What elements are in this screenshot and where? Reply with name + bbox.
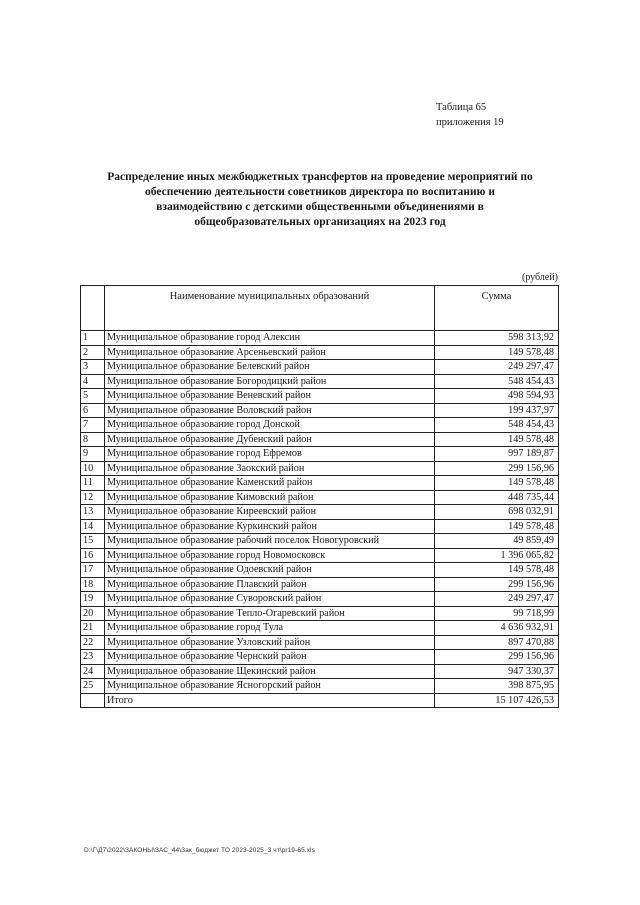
- amount: 149 578,48: [435, 432, 559, 447]
- municipality-name: Муниципальное образование Белевский район: [105, 360, 435, 375]
- amount: 299 156,96: [435, 461, 559, 476]
- table-row: [81, 490, 559, 505]
- municipality-name: Муниципальное образование Каменский район: [105, 476, 435, 491]
- row-number: 13: [81, 505, 105, 520]
- municipality-name: Муниципальное образование Одоевский район: [105, 563, 435, 578]
- table-row: [81, 679, 559, 694]
- distribution-table: [80, 285, 559, 708]
- row-number: 4: [81, 374, 105, 389]
- table-row: [81, 563, 559, 578]
- municipality-name: Муниципальное образование Узловский район: [105, 635, 435, 650]
- total-label: Итого: [105, 693, 435, 708]
- currency-unit: (рублей): [521, 272, 558, 283]
- row-number: 1: [81, 331, 105, 346]
- amount: 249 297,47: [435, 360, 559, 375]
- municipality-name: Муниципальное образование город Донской: [105, 418, 435, 433]
- municipality-name: Муниципальное образование Арсеньевский район: [105, 345, 435, 360]
- table-row: [81, 664, 559, 679]
- municipality-name: Муниципальное образование Ясногорский район: [105, 679, 435, 694]
- amount: 49 859,49: [435, 534, 559, 549]
- row-number: 3: [81, 360, 105, 375]
- table-row: [81, 635, 559, 650]
- municipality-name: Муниципальное образование Киреевский район: [105, 505, 435, 520]
- table-row: [81, 577, 559, 592]
- row-number: 7: [81, 418, 105, 433]
- table-row: [81, 360, 559, 375]
- amount: 897 470,88: [435, 635, 559, 650]
- table-row: [81, 389, 559, 404]
- municipality-name: Муниципальное образование Богородицкий район: [105, 374, 435, 389]
- row-number: 17: [81, 563, 105, 578]
- table-row: [81, 432, 559, 447]
- table-header-row: [81, 286, 559, 331]
- file-path-footer: D:\Г\Д7\2022\ЗАКОНЫ\ЗАС_44\Зак_бюджет ТО 2023-2025_3 чт\pr19-65.xls: [84, 847, 315, 854]
- table-row: [81, 650, 559, 665]
- row-number: 20: [81, 606, 105, 621]
- amount: 448 735,44: [435, 490, 559, 505]
- row-number: 12: [81, 490, 105, 505]
- amount: 997 189,87: [435, 447, 559, 462]
- table-row: [81, 592, 559, 607]
- municipality-name: Муниципальное образование Чернский район: [105, 650, 435, 665]
- amount: 4 636 932,91: [435, 621, 559, 636]
- row-number: 23: [81, 650, 105, 665]
- row-number: 8: [81, 432, 105, 447]
- municipality-name: Муниципальное образование Куркинский район: [105, 519, 435, 534]
- table-row: [81, 447, 559, 462]
- row-number: 10: [81, 461, 105, 476]
- row-number: 21: [81, 621, 105, 636]
- row-number: 2: [81, 345, 105, 360]
- appendix-reference: [436, 100, 504, 130]
- municipality-name: Муниципальное образование Суворовский район: [105, 592, 435, 607]
- table-number: Таблица 65: [436, 102, 487, 113]
- municipality-name: Муниципальное образование Кимовский район: [105, 490, 435, 505]
- table-row: [81, 505, 559, 520]
- table-row: [81, 606, 559, 621]
- row-number: 16: [81, 548, 105, 563]
- municipality-name: Муниципальное образование Веневский район: [105, 389, 435, 404]
- total-number-cell: [81, 693, 105, 708]
- amount: 149 578,48: [435, 476, 559, 491]
- amount: 698 032,91: [435, 505, 559, 520]
- amount: 548 454,43: [435, 418, 559, 433]
- row-number: 19: [81, 592, 105, 607]
- amount: 548 454,43: [435, 374, 559, 389]
- table-row: [81, 331, 559, 346]
- municipality-name: Муниципальное образование рабочий поселок Новогуровский: [105, 534, 435, 549]
- amount: 299 156,96: [435, 650, 559, 665]
- row-number: 18: [81, 577, 105, 592]
- municipality-name: Муниципальное образование Воловский район: [105, 403, 435, 418]
- amount: 199 437,97: [435, 403, 559, 418]
- title-line-3: взаимодействию с детскими общественными объединениями в: [156, 201, 484, 213]
- amount: 149 578,48: [435, 563, 559, 578]
- header-sum-cell: Сумма: [435, 286, 559, 331]
- row-number: 11: [81, 476, 105, 491]
- amount: 99 718,99: [435, 606, 559, 621]
- municipality-name: Муниципальное образование Дубенский район: [105, 432, 435, 447]
- municipality-name: Муниципальное образование Заокский район: [105, 461, 435, 476]
- table-row: [81, 403, 559, 418]
- municipality-name: Муниципальное образование Тепло-Огаревский район: [105, 606, 435, 621]
- row-number: 6: [81, 403, 105, 418]
- header-name-cell: Наименование муниципальных образований: [105, 286, 435, 331]
- table-row: [81, 519, 559, 534]
- table-row: [81, 548, 559, 563]
- municipality-name: Муниципальное образование город Новомосковск: [105, 548, 435, 563]
- table-row: [81, 374, 559, 389]
- row-number: 5: [81, 389, 105, 404]
- municipality-name: Муниципальное образование город Тула: [105, 621, 435, 636]
- header-number-cell: [81, 286, 105, 331]
- municipality-name: Муниципальное образование город Алексин: [105, 331, 435, 346]
- row-number: 9: [81, 447, 105, 462]
- title-line-2: обеспечению деятельности советников директора по воспитанию и: [145, 186, 495, 198]
- row-number: 25: [81, 679, 105, 694]
- row-number: 24: [81, 664, 105, 679]
- amount: 1 396 065,82: [435, 548, 559, 563]
- appendix-number: приложения 19: [436, 117, 504, 128]
- municipality-name: Муниципальное образование город Ефремов: [105, 447, 435, 462]
- amount: 149 578,48: [435, 519, 559, 534]
- municipality-name: Муниципальное образование Щекинский район: [105, 664, 435, 679]
- table-row: [81, 621, 559, 636]
- amount: 149 578,48: [435, 345, 559, 360]
- table-row: [81, 476, 559, 491]
- title-line-1: Распределение иных межбюджетных трансфертов на проведение мероприятий по: [107, 171, 533, 183]
- total-row: [81, 693, 559, 708]
- amount: 249 297,47: [435, 592, 559, 607]
- table-row: [81, 345, 559, 360]
- total-amount: 15 107 426,53: [435, 693, 559, 708]
- table-row: [81, 418, 559, 433]
- table-row: [81, 461, 559, 476]
- amount: 299 156,96: [435, 577, 559, 592]
- row-number: 15: [81, 534, 105, 549]
- document-title: [80, 170, 560, 230]
- amount: 398 875,95: [435, 679, 559, 694]
- amount: 498 594,93: [435, 389, 559, 404]
- table-row: [81, 534, 559, 549]
- row-number: 22: [81, 635, 105, 650]
- amount: 598 313,92: [435, 331, 559, 346]
- title-line-4: общеобразовательных организациях на 2023 год: [194, 216, 446, 228]
- amount: 947 330,37: [435, 664, 559, 679]
- municipality-name: Муниципальное образование Плавский район: [105, 577, 435, 592]
- row-number: 14: [81, 519, 105, 534]
